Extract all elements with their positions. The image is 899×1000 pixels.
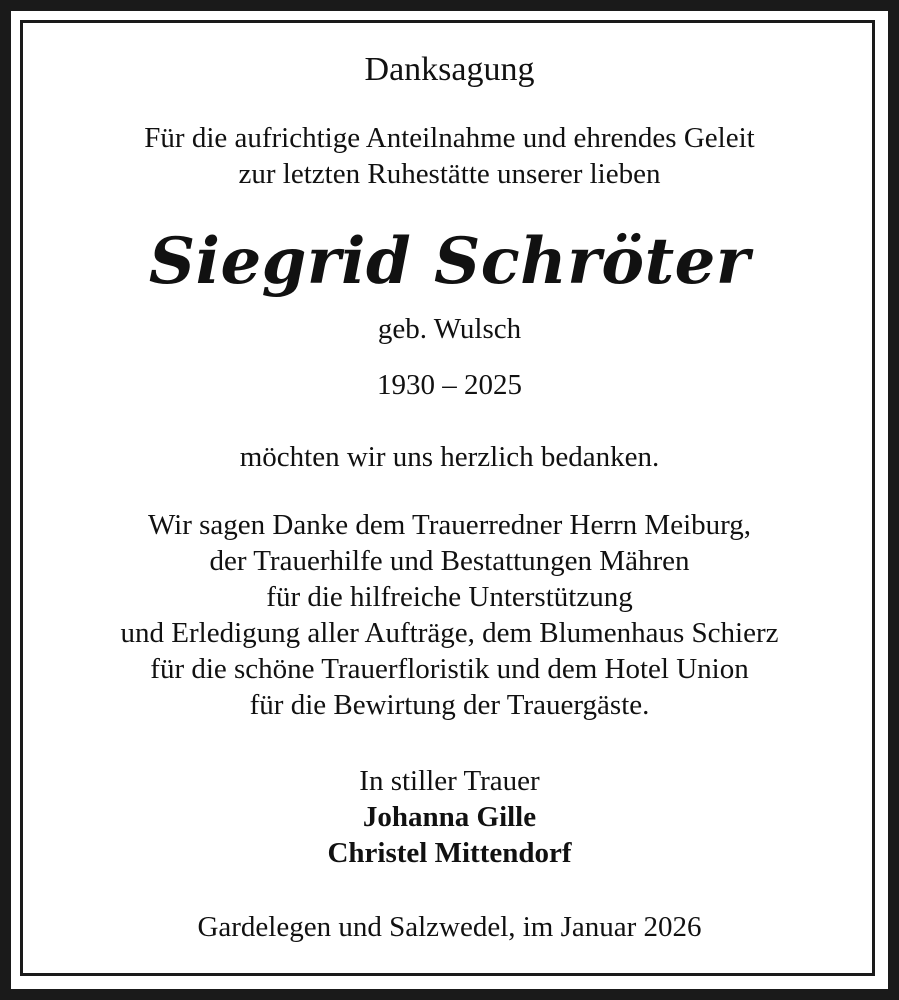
place-date: Gardelegen und Salzwedel, im Januar 2026 [197,911,702,943]
acknowledgement-line: und Erledigung aller Aufträge, dem Blumenhaus Schierz [120,617,779,649]
acknowledgement-line: für die hilfreiche Unterstützung [266,581,633,613]
intro-line-2: zur letzten Ruhestätte unserer lieben [238,158,661,190]
mourner-name: Johanna Gille [362,801,537,833]
deceased-name: Siegrid Schröter [148,224,751,299]
mourner-name: Christel Mittendorf [327,837,572,869]
thanks-line: möchten wir uns herzlich bedanken. [239,441,660,473]
notice-title: Danksagung [364,51,535,88]
acknowledgement-line: der Trauerhilfe und Bestattungen Mähren [209,545,690,577]
acknowledgement-line: für die Bewirtung der Trauergäste. [249,689,650,721]
notice-paper [11,11,888,989]
intro-line-1: Für die aufrichtige Anteilnahme und ehrendes Geleit [144,122,755,154]
lifespan: 1930 – 2025 [377,369,522,401]
mourning-intro: In stiller Trauer [359,765,540,797]
maiden-name: geb. Wulsch [377,313,522,345]
acknowledgement-line: für die schöne Trauerfloristik und dem Hotel Union [150,653,749,685]
acknowledgement-line: Wir sagen Danke dem Trauerredner Herrn Meiburg, [147,509,752,541]
